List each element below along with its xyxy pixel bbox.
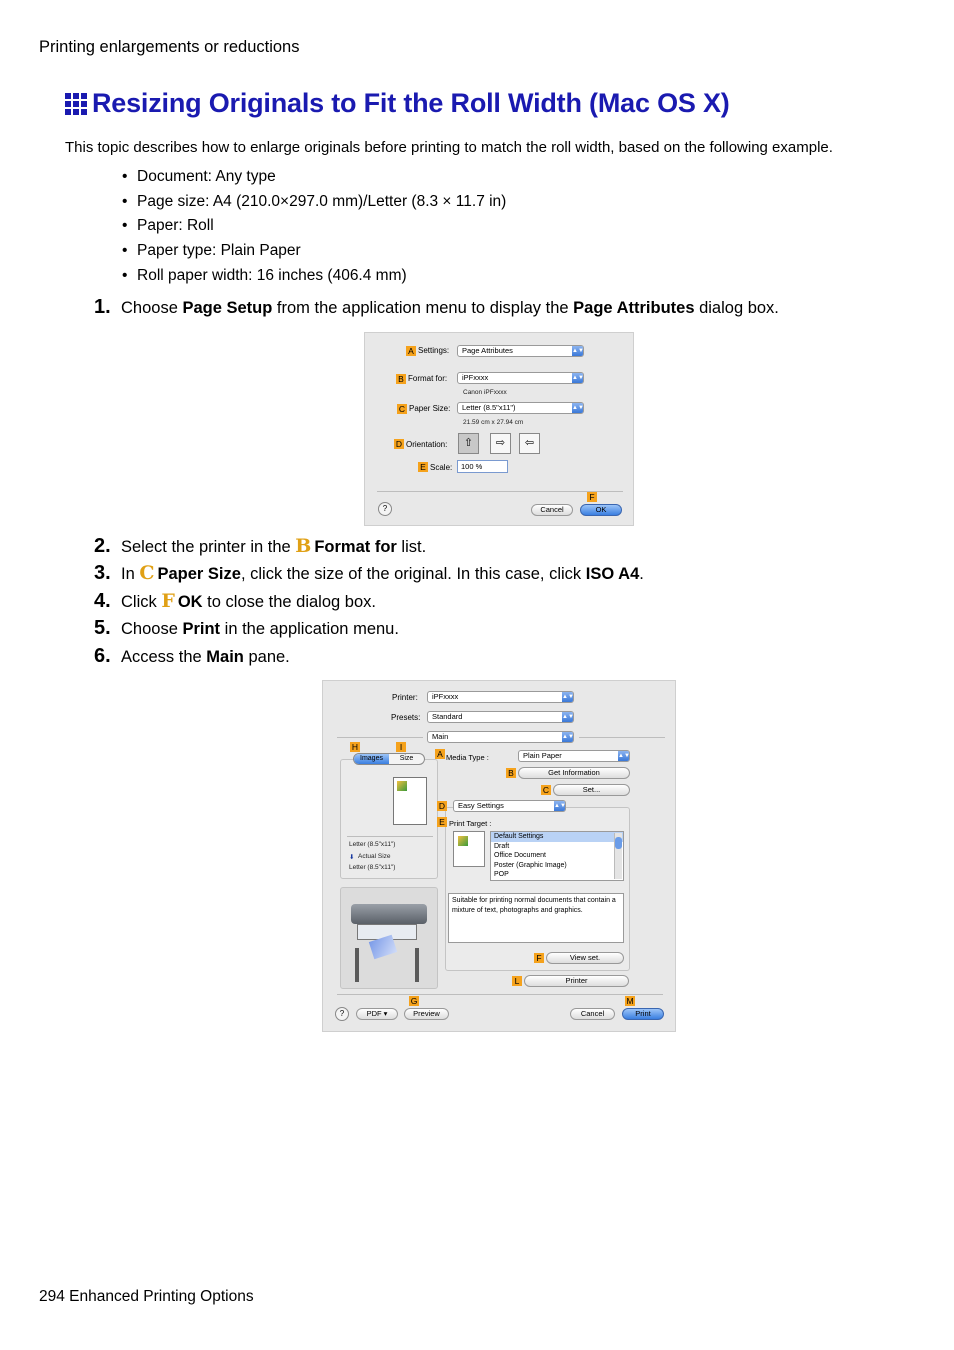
grid-icon <box>65 93 87 115</box>
preview-panel <box>340 759 438 879</box>
list-item[interactable]: Poster (Graphic Image) <box>494 861 567 869</box>
intro-paragraph: This topic describes how to enlarge originals before printing to match the roll width, based on the following example. <box>65 139 833 156</box>
photo-icon <box>458 836 468 846</box>
landscape-icon: ⇨ <box>495 437 506 449</box>
scroll-thumb[interactable] <box>615 837 622 849</box>
callout-tag-e: E <box>418 462 428 472</box>
description-box: Suitable for printing normal documents that contain a mixture of text, photographs and graphics. <box>448 893 624 943</box>
list-item[interactable]: Office Document <box>494 852 547 860</box>
help-button[interactable]: ? <box>378 502 392 516</box>
paper-size-popup[interactable]: Letter (8.5"x11") ▲▼ <box>457 402 584 414</box>
callout-tag-e: E <box>437 817 447 827</box>
example-list <box>122 168 506 291</box>
get-information-button[interactable]: Get Information <box>518 767 630 779</box>
popup-arrows-icon: ▲▼ <box>562 734 574 740</box>
popup-arrows-icon: ▲▼ <box>572 375 584 381</box>
scaling-text: Actual Size <box>358 853 391 860</box>
list-item: • Roll paper width: 16 inches (406.4 mm) <box>122 266 407 284</box>
reverse-landscape-icon: ⇦ <box>524 437 535 449</box>
output-size-text: Letter (8.5"x11") <box>349 864 396 871</box>
step-5: 5. Choose Print in the application menu. <box>94 617 399 639</box>
callout-tag-a: A <box>406 346 416 356</box>
running-head: Printing enlargements or reductions <box>39 38 300 56</box>
preview-button[interactable]: Preview <box>404 1008 449 1020</box>
list-scrollbar[interactable] <box>614 833 622 879</box>
cancel-button[interactable]: Cancel <box>531 504 573 516</box>
presets-label: Presets: <box>391 713 421 722</box>
printer-stand-icon <box>415 948 419 982</box>
print-dialog <box>322 680 676 1032</box>
print-target-list[interactable] <box>490 831 624 881</box>
page-attributes-dialog <box>364 332 634 526</box>
callout-tag-g: G <box>410 996 418 1006</box>
page-title: Resizing Originals to Fit the Roll Width (Mac OS X) <box>92 88 730 118</box>
divider <box>579 737 665 738</box>
callout-tag-m: M <box>626 996 634 1006</box>
popup-arrows-icon: ▲▼ <box>562 694 574 700</box>
list-item: • Document: Any type <box>122 168 276 185</box>
list-item[interactable]: Draft <box>494 842 510 850</box>
presets-popup[interactable]: Standard ▲▼ <box>427 711 574 723</box>
orientation-label: Orientation: <box>406 440 448 449</box>
format-for-popup[interactable]: iPFxxxx ▲▼ <box>457 372 584 384</box>
divider <box>337 994 663 995</box>
step-1: 1. Choose Page Setup from the application menu to display the Page Attributes dialog box. <box>94 296 779 318</box>
media-type-label: Media Type : <box>446 753 489 762</box>
set-button[interactable]: Set... <box>553 784 630 796</box>
callout-tag-f: F <box>587 492 597 502</box>
preview-tabs <box>353 753 425 765</box>
pane-popup[interactable]: Main ▲▼ <box>427 731 574 743</box>
list-item: • Page size: A4 (210.0×297.0 mm)/Letter (8.3 × 11.7 in) <box>122 192 507 210</box>
view-settings-button[interactable]: View set. <box>546 952 624 964</box>
callout-tag-d: D <box>395 439 403 449</box>
mode-popup[interactable]: Easy Settings ▲▼ <box>453 800 566 812</box>
popup-arrows-icon: ▲▼ <box>572 348 584 354</box>
format-for-detail: Canon iPFxxxx <box>463 389 507 396</box>
ok-button[interactable]: OK <box>580 504 622 516</box>
callout-tag-i: I <box>396 742 406 752</box>
pdf-button[interactable]: PDF ▾ <box>356 1008 398 1020</box>
callout-tag-d: D <box>438 801 446 811</box>
popup-arrows-icon: ▲▼ <box>618 753 630 759</box>
scale-field[interactable]: 100 % <box>457 460 508 473</box>
arrow-down-icon: ⬇ <box>349 854 355 861</box>
print-target-thumbnail <box>453 831 485 867</box>
step-3: 3. In C Paper Size, click the size of the original. In this case, click ISO A4. <box>94 562 644 584</box>
list-item: • Paper: Roll <box>122 217 214 235</box>
paper-size-label: Paper Size: <box>409 404 451 413</box>
printer-body-icon <box>351 904 427 924</box>
print-target-label: Print Target : <box>449 819 492 828</box>
tab-size[interactable]: Size <box>399 755 414 762</box>
step-2: 2. Select the printer in the B Format for list. <box>94 535 427 557</box>
help-button[interactable]: ? <box>335 1007 349 1021</box>
popup-arrows-icon: ▲▼ <box>572 405 584 411</box>
landscape-orientation-button[interactable] <box>490 433 511 454</box>
printer-illustration <box>340 887 438 989</box>
callout-tag-f: F <box>534 953 544 963</box>
printer-popup[interactable]: iPFxxxx ▲▼ <box>427 691 574 703</box>
callout-tag-a: A <box>435 749 445 759</box>
media-type-popup[interactable]: Plain Paper ▲▼ <box>518 750 630 762</box>
printer-button[interactable]: Printer <box>524 975 629 987</box>
original-size-text: Letter (8.5"x11") <box>349 841 396 848</box>
reverse-landscape-orientation-button[interactable] <box>519 433 540 454</box>
popup-arrows-icon: ▲▼ <box>562 714 574 720</box>
settings-popup[interactable]: Page Attributes ▲▼ <box>457 345 584 357</box>
page-footer: 294 Enhanced Printing Options <box>39 1288 254 1305</box>
callout-tag-b: B <box>396 374 406 384</box>
callout-tag-l: L <box>512 976 522 986</box>
list-item[interactable]: POP <box>494 871 509 879</box>
popup-arrows-icon: ▲▼ <box>554 803 566 809</box>
page-image <box>394 778 426 794</box>
list-item[interactable]: Default Settings <box>491 832 623 842</box>
step-6: 6. Access the Main pane. <box>94 645 290 667</box>
paper-size-detail: 21.59 cm x 27.94 cm <box>463 419 524 426</box>
callout-tag-c: C <box>542 785 550 795</box>
format-for-label: Format for: <box>408 374 448 383</box>
cancel-button[interactable]: Cancel <box>570 1008 615 1020</box>
printer-stand-icon <box>355 948 359 982</box>
list-item: • Paper type: Plain Paper <box>122 242 301 260</box>
portrait-orientation-button[interactable] <box>458 433 479 454</box>
print-button[interactable]: Print <box>622 1008 664 1020</box>
tab-images[interactable]: Images <box>354 754 389 764</box>
scale-label: Scale: <box>430 463 453 472</box>
callout-tag-c: C <box>398 404 406 414</box>
settings-label: Settings: <box>418 346 450 355</box>
divider <box>337 737 423 738</box>
section-heading <box>65 88 730 119</box>
callout-tag-b: B <box>506 768 516 778</box>
step-4: 4. Click F OK to close the dialog box. <box>94 590 376 612</box>
printer-label: Printer: <box>392 693 418 702</box>
divider <box>347 836 433 837</box>
page-thumbnail <box>393 777 427 825</box>
portrait-icon: ⇧ <box>463 437 474 449</box>
callout-tag-h: H <box>351 742 359 752</box>
